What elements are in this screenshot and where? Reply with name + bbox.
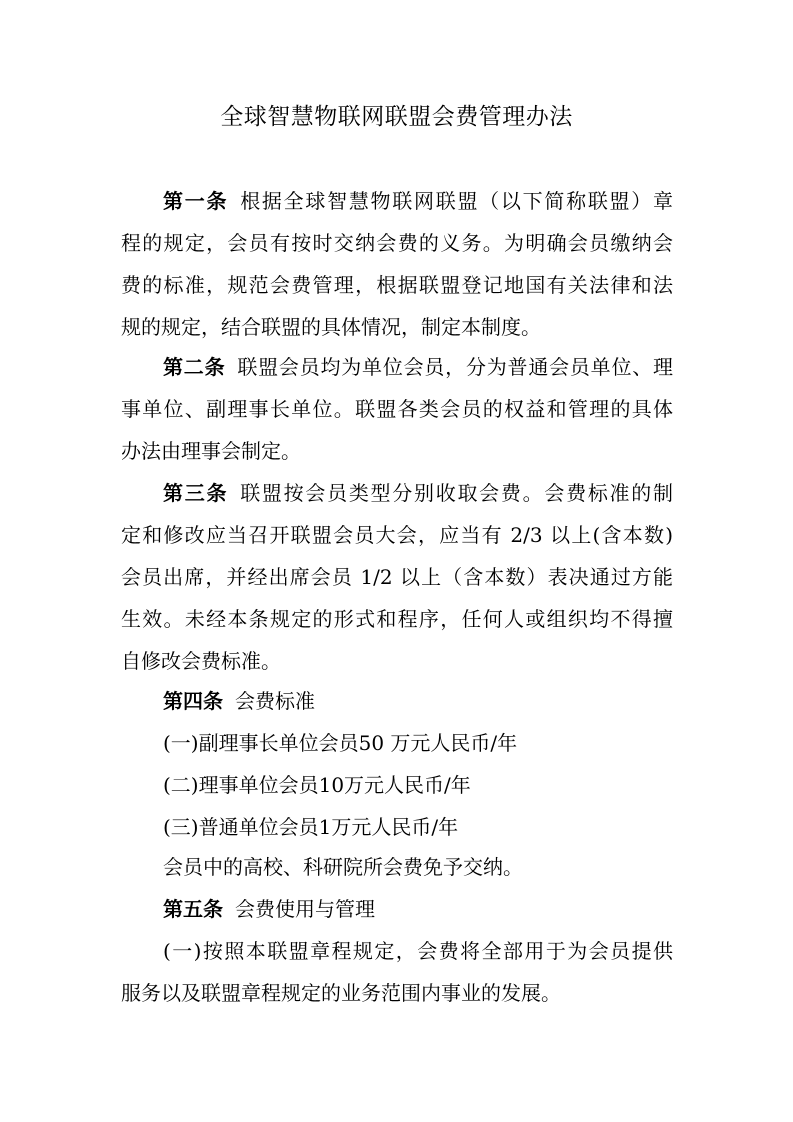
article-1-line-2: 程的规定，会员有按时交纳会费的义务。为明确会员缴纳会: [121, 231, 673, 255]
article-5-label: 第五条: [163, 897, 223, 921]
article-3-line-5: 自修改会费标准。: [121, 649, 281, 673]
article-1-text-1: 根据全球智慧物联网联盟（以下简称联盟）章: [240, 189, 674, 213]
article-2-line-1: [163, 352, 673, 382]
article-4-heading: 会费标准: [235, 689, 315, 713]
article-3-text-1: 联盟按会员类型分别收取会费。会费标准的制: [240, 481, 674, 505]
article-1-label: 第一条: [163, 189, 229, 213]
article-5-heading-line: [163, 894, 673, 924]
article-3-line-2: 定和修改应当召开联盟会员大会，应当有 2/3 以上(含本数): [121, 523, 673, 547]
article-5-line-2: 服务以及联盟章程规定的业务范围内事业的发展。: [121, 981, 561, 1005]
article-1-line-4: 规的规定，结合联盟的具体情况，制定本制度。: [121, 315, 541, 339]
fee-exemption-note: 会员中的高校、科研院所会费免予交纳。: [163, 855, 523, 879]
article-3-line-4: 生效。未经本条规定的形式和程序，任何人或组织均不得擅: [121, 607, 673, 631]
fee-item-regular: (三)普通单位会员1万元人民币/年: [163, 815, 459, 839]
fee-item-director: (二)理事单位会员10万元人民币/年: [163, 773, 471, 797]
article-2-line-3: 办法由理事会制定。: [121, 439, 301, 463]
article-3-line-3: 会员出席，并经出席会员 1/2 以上（含本数）表决通过方能: [121, 565, 673, 589]
article-2-text-1: 联盟会员均为单位会员，分为普通会员单位、理: [237, 355, 674, 379]
fee-item-vice-chairman: (一)副理事长单位会员50 万元人民币/年: [163, 731, 518, 755]
article-5-line-1: (一)按照本联盟章程规定，会费将全部用于为会员提供: [163, 939, 673, 963]
document-title: 全球智慧物联网联盟会费管理办法: [220, 104, 573, 130]
article-5-heading: 会费使用与管理: [235, 897, 375, 921]
article-1-line-3: 费的标准，规范会费管理，根据联盟登记地国有关法律和法: [121, 273, 673, 297]
article-1-line-1: [163, 186, 673, 216]
article-3-label: 第三条: [163, 481, 229, 505]
article-3-line-1: [163, 478, 673, 508]
article-2-line-2: 事单位、副理事长单位。联盟各类会员的权益和管理的具体: [121, 397, 673, 421]
article-4-heading-line: [163, 686, 673, 716]
article-4-label: 第四条: [163, 689, 223, 713]
article-2-label: 第二条: [163, 355, 226, 379]
